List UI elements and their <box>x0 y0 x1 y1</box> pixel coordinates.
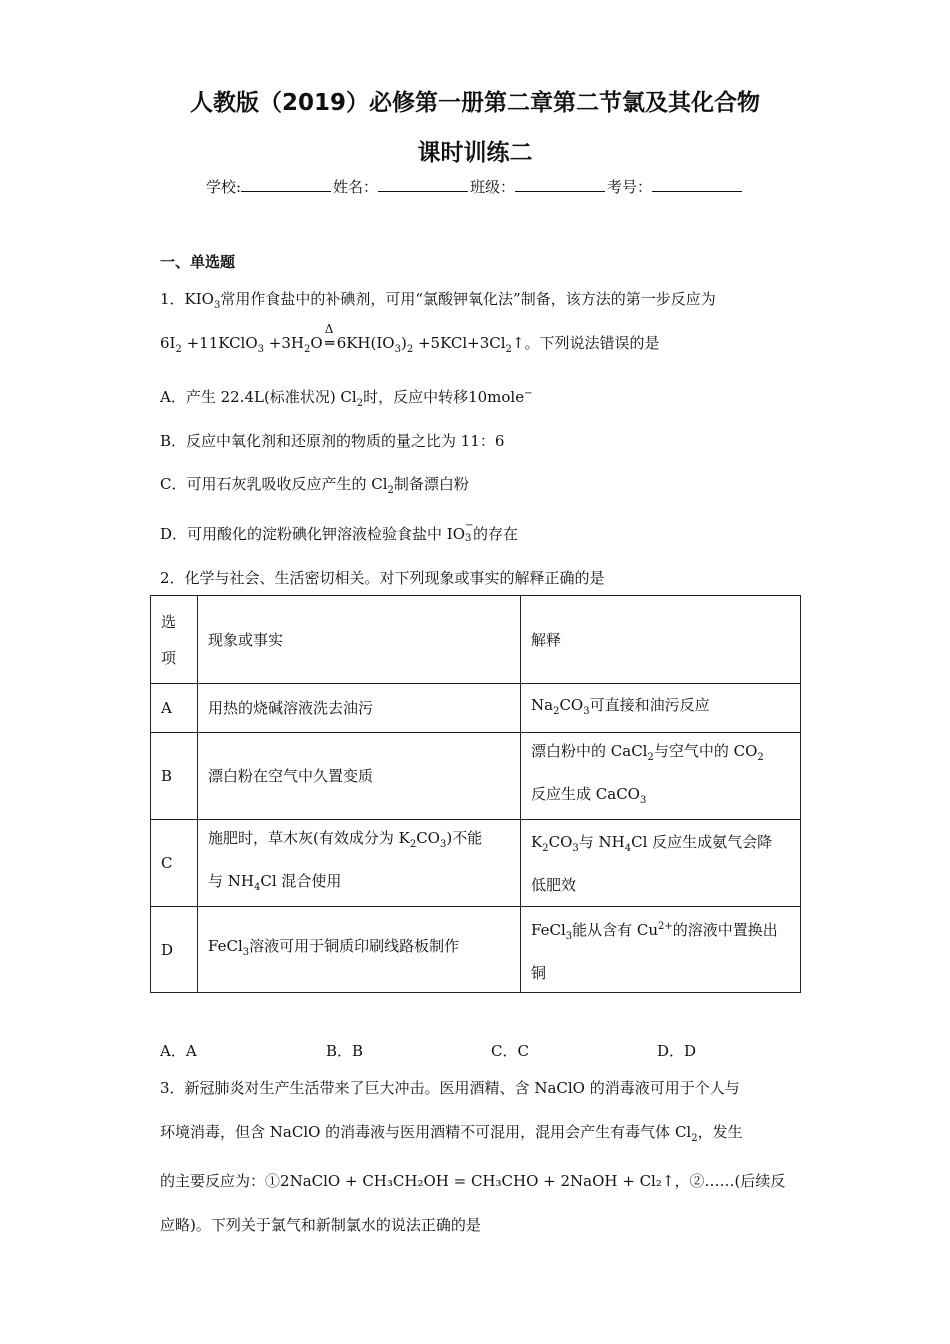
row-b-explain <box>521 733 801 820</box>
student-info-line <box>0 176 950 197</box>
row-a-exp-mid: CO <box>559 695 584 714</box>
header-option-2: 项 <box>161 648 177 667</box>
section-title: 一、单选题 <box>160 253 236 271</box>
q1-stem-post: 常用作食盐中的补碘剂，可用“氯酸钾氧化法”制备，该方法的第一步反应为 <box>220 290 716 308</box>
row-d-exp-l1-post: 的溶液中置换出 <box>672 920 778 939</box>
row-c-explain <box>521 820 801 907</box>
number-blank[interactable] <box>652 177 742 192</box>
q1-a-pre: A．产生 22.4L(标准状况) Cl <box>160 388 357 406</box>
table-row <box>151 684 801 733</box>
row-c-fact <box>198 820 521 907</box>
q3-line-1: 3．新冠肺炎对生产生活带来了巨大冲击。医用酒精、含 NaClO 的消毒液可用于个人与 <box>160 1079 740 1097</box>
row-d-exp-l1-sup: 2+ <box>658 920 673 932</box>
table-row <box>151 820 801 907</box>
row-c-exp-l1-sub3: 4 <box>624 842 632 854</box>
q1-d-sub: 3 <box>465 533 472 544</box>
q1-stem <box>160 288 716 311</box>
q1-stem-pre: 1．KIO <box>160 290 214 308</box>
row-a-exp-post: 可直接和油污反应 <box>589 695 710 714</box>
row-c-exp-l1-sub1: 2 <box>542 842 549 854</box>
q2-table <box>150 595 801 993</box>
q1-option-a[interactable] <box>160 386 533 409</box>
row-d-exp-l1-mid: 能从含有 Cu <box>572 920 659 939</box>
row-c-fact-l2-post: Cl 混合使用 <box>260 872 342 890</box>
number-label: 考号： <box>607 178 653 196</box>
header-explain-cell: 解释 <box>521 596 801 684</box>
row-b-exp-l1-sub1: 2 <box>647 752 654 763</box>
row-c-fact-l1-post: )不能 <box>446 829 483 847</box>
name-label: 姓名： <box>333 178 379 196</box>
row-a-exp-sub2: 3 <box>583 705 590 717</box>
row-c-exp-l1-pre: K <box>531 832 543 851</box>
row-d-exp-l1-sub: 3 <box>565 930 573 942</box>
q1-c-sub: 2 <box>387 485 394 496</box>
class-label: 班级： <box>470 178 516 196</box>
row-d-explain <box>521 907 801 993</box>
row-b-fact: 漂白粉在空气中久置变质 <box>198 733 521 820</box>
q3-line3-mid: ， <box>674 1172 690 1190</box>
row-d-fact-sub: 3 <box>242 947 250 958</box>
header-option-1: 选 <box>161 612 177 631</box>
table-header-row <box>151 596 801 684</box>
row-b-exp-l1-mid: 与空气中的 CO <box>653 742 758 760</box>
document-title: 人教版（2019）必修第一册第二章第二节氯及其化合物 <box>189 90 760 116</box>
row-c-exp-l1-mid2: 与 NH <box>578 832 625 851</box>
q2-stem: 2．化学与社会、生活密切相关。对下列现象或事实的解释正确的是 <box>160 569 605 587</box>
row-c-option: C <box>151 820 198 907</box>
q3-line3-pre: 的主要反应为： <box>160 1172 266 1190</box>
row-d-fact <box>198 907 521 993</box>
q2-choice-d[interactable]: D．D <box>657 1042 697 1060</box>
row-a-exp-pre: Na <box>531 695 554 714</box>
q1-c-post: 制备漂白粉 <box>393 475 469 493</box>
row-b-exp-l1-pre: 漂白粉中的 CaCl <box>531 742 648 760</box>
q3-circle-1: ① <box>265 1172 281 1190</box>
q1-d-pre: D．可用酸化的淀粉碘化钾溶液检验食盐中 IO <box>160 525 466 543</box>
q3-circle-2: ② <box>689 1172 705 1190</box>
row-c-fact-l1-sub2: 3 <box>439 839 447 850</box>
q1-equation-line <box>160 322 660 355</box>
q1-stem-sub: 3 <box>213 300 221 311</box>
q3-line-4: 应略)。下列关于氯气和新制氯水的说法正确的是 <box>160 1216 481 1234</box>
header-option-cell <box>151 596 198 684</box>
q3-line3-equation: 2NaClO + CH₃CH₂OH = CH₃CHO + 2NaOH + Cl₂↑ <box>280 1172 675 1190</box>
q1-equation: $6I_2$ +11KClO$_3$ $+3H_2O$ Δ ═ $6KH(IO_3)_2$ $+5KCl+3Cl_2↑$ <box>160 322 525 355</box>
row-c-fact-l1-sub1: 2 <box>409 839 417 850</box>
row-d-option: D <box>151 907 198 993</box>
table-row <box>151 907 801 993</box>
row-a-option: A <box>151 684 198 733</box>
row-a-fact: 用热的烧碱溶液洗去油污 <box>198 684 521 733</box>
q1-option-c[interactable] <box>160 473 469 496</box>
q1-d-sup: − <box>465 520 474 531</box>
name-blank[interactable] <box>378 177 468 192</box>
row-c-exp-l1-mid: CO <box>548 832 573 851</box>
q1-d-post: 的存在 <box>473 525 519 543</box>
q2-choice-c[interactable]: C．C <box>491 1042 529 1060</box>
q1-option-d[interactable] <box>160 520 519 544</box>
header-fact-cell: 现象或事实 <box>198 596 521 684</box>
q1-option-b[interactable]: B．反应中氧化剂和还原剂的物质的量之比为 11：6 <box>160 432 505 450</box>
document-subtitle: 课时训练二 <box>417 140 533 166</box>
row-c-exp-l1-post: Cl 反应生成氨气会降 <box>631 832 773 851</box>
row-b-exp-l2-sub: 3 <box>639 795 647 806</box>
school-blank[interactable] <box>241 177 331 192</box>
row-c-fact-l1-pre: 施肥时，草木灰(有效成分为 K <box>208 829 410 847</box>
q3-line-2 <box>160 1121 743 1144</box>
q2-choice-a[interactable]: A．A <box>160 1042 197 1060</box>
class-blank[interactable] <box>515 177 605 192</box>
row-c-fact-l2-pre: 与 NH <box>208 872 254 890</box>
q1-equation-tail: 。下列说法错误的是 <box>524 334 660 352</box>
q3-line2-post: ，发生 <box>697 1123 743 1141</box>
q2-choice-b[interactable]: B．B <box>326 1042 364 1060</box>
row-b-exp-l2-pre: 反应生成 CaCO <box>531 785 640 803</box>
row-a-exp-sub1: 2 <box>553 705 560 717</box>
school-label: 学校: <box>205 178 241 196</box>
row-b-exp-l1-sub2: 2 <box>757 752 764 763</box>
q1-a-post: 时，反应中转移10mole <box>363 388 525 406</box>
row-a-explain <box>521 684 801 733</box>
table-row <box>151 733 801 820</box>
q3-line2-sub: 2 <box>691 1133 698 1144</box>
q3-line3-post: ……(后续反 <box>704 1172 786 1190</box>
q3-line2-pre: 环境消毒，但含 NaClO 的消毒液与医用酒精不可混用，混用会产生有毒气体 Cl <box>160 1123 692 1141</box>
row-c-exp-l1-sub2: 3 <box>572 842 579 854</box>
row-c-fact-l2-sub: 4 <box>253 882 261 893</box>
row-b-option: B <box>151 733 198 820</box>
row-c-fact-l1-mid: CO <box>416 829 440 847</box>
q1-c-pre: C．可用石灰乳吸收反应产生的 Cl <box>160 475 388 493</box>
q1-a-sup: − <box>524 388 533 399</box>
q1-a-sub: 2 <box>356 398 364 409</box>
q3-line-3 <box>160 1170 785 1191</box>
row-d-exp-l2: 铜 <box>531 963 547 982</box>
row-d-fact-pre: FeCl <box>208 937 243 955</box>
row-d-fact-post: 溶液可用于铜质印刷线路板制作 <box>249 937 460 955</box>
row-c-exp-l2: 低肥效 <box>531 875 577 894</box>
row-d-exp-l1-pre: FeCl <box>531 920 566 939</box>
q1-d-subsup <box>465 520 474 544</box>
